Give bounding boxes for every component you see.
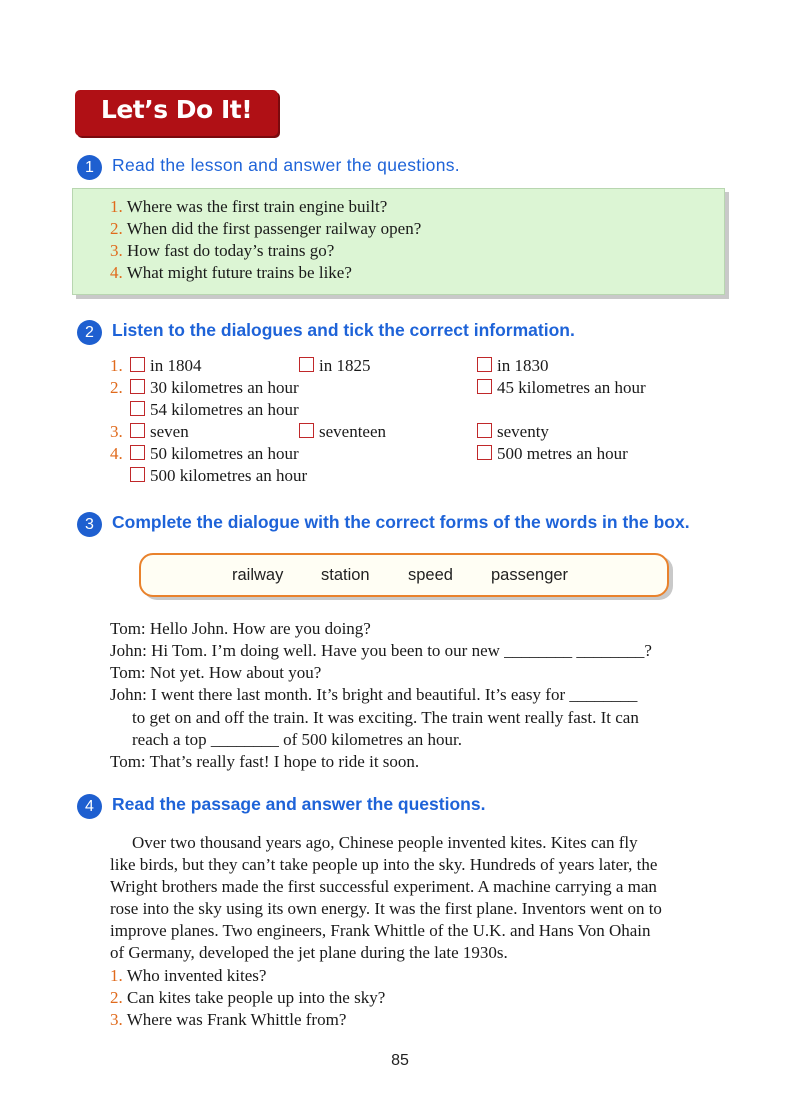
s2-item-4-option-1[interactable] [130,443,299,465]
checkbox[interactable] [130,401,145,416]
passage-line-6: of Germany, developed the jet plane during the late 1930s. [110,943,508,962]
s2-item-2-option-2[interactable] [477,377,646,399]
s4-question-2 [110,987,385,1009]
option-label: in 1825 [319,356,371,375]
checkbox[interactable] [477,423,492,438]
word-passenger: passenger [491,566,569,584]
s2-item-3-option-3[interactable] [477,421,549,443]
checkbox[interactable] [477,445,492,460]
s1-q4-text: What might future trains be like? [126,263,352,282]
checkbox[interactable] [130,467,145,482]
passage-line-5: improve planes. Two engineers, Frank Whittle of the U.K. and Hans Von Ohain [110,921,651,940]
dialogue-line-6: reach a top ________ of 500 kilometres an hour. [132,730,463,749]
option-label: 500 metres an hour [497,444,628,463]
s2-item-3-option-2[interactable] [299,421,386,443]
s1-question-1 [110,196,387,218]
section-3-number: 3 [77,512,102,537]
s2-item-1-option-1[interactable] [130,355,201,377]
s1-q1-text: Where was the first train engine built? [126,197,388,216]
option-label: in 1804 [150,356,202,375]
checkbox[interactable] [130,423,145,438]
option-label: 30 kilometres an hour [150,378,299,397]
lets-do-it-banner [75,90,278,136]
checkbox[interactable] [299,423,314,438]
word-box [139,553,669,597]
s2-item-4-option-3[interactable] [130,465,307,487]
section-1-title: Read the lesson and answer the questions. [112,155,460,175]
dialogue-line-3: Tom: Not yet. How about you? [110,663,322,682]
s2-item-1-option-3[interactable] [477,355,548,377]
checkbox[interactable] [130,445,145,460]
s2-item-2-option-3[interactable] [130,399,299,421]
passage-line-2: like birds, but they can’t take people up into the sky. Hundreds of years later, the [110,855,658,874]
s2-item-2-num: 2. [110,378,123,397]
option-label: 45 kilometres an hour [497,378,646,397]
s1-q4-num: 4. [110,263,123,282]
option-label: seventeen [319,422,387,441]
checkbox[interactable] [299,357,314,372]
s1-q3-text: How fast do today’s trains go? [127,241,335,260]
s1-question-3 [110,240,334,262]
s4-q1-num: 1. [110,966,123,985]
option-label: seventy [497,422,549,441]
s4-q2-num: 2. [110,988,123,1007]
option-label: in 1830 [497,356,549,375]
page-number: 85 [391,1052,409,1069]
option-label: seven [150,422,189,441]
s4-question-3 [110,1009,346,1031]
word-railway: railway [232,566,284,584]
s2-item-3-num: 3. [110,422,123,441]
option-label: 54 kilometres an hour [150,400,299,419]
checkbox[interactable] [130,357,145,372]
passage-line-1: Over two thousand years ago, Chinese people invented kites. Kites can fly [132,833,638,852]
s1-q1-num: 1. [110,197,123,216]
s4-question-1 [110,965,266,987]
word-station: station [321,566,370,584]
passage-line-4: rose into the sky using its own energy. It was the first plane. Inventors went on to [110,899,662,918]
section-1-number: 1 [77,155,102,180]
s1-q2-text: When did the first passenger railway open? [126,219,422,238]
s4-q3-num: 3. [110,1010,123,1029]
dialogue-line-5: to get on and off the train. It was exciting. The train went really fast. It can [132,708,639,727]
checkbox[interactable] [477,357,492,372]
dialogue-line-7: Tom: That’s really fast! I hope to ride it soon. [110,752,420,771]
s4-q2-text: Can kites take people up into the sky? [127,988,386,1007]
s1-question-2 [110,218,421,240]
option-label: 500 kilometres an hour [150,466,308,485]
s2-item-1-option-2[interactable] [299,355,370,377]
checkbox[interactable] [130,379,145,394]
section-2-number: 2 [77,320,102,345]
s4-q3-text: Where was Frank Whittle from? [126,1010,347,1029]
dialogue-line-4: John: I went there last month. It’s bright and beautiful. It’s easy for ________ [110,685,638,704]
s4-q1-text: Who invented kites? [126,966,267,985]
s2-item-2-option-1[interactable] [130,377,299,399]
section-4-number: 4 [77,794,102,819]
s2-item-1-num: 1. [110,356,123,375]
word-speed: speed [408,566,453,584]
section-3-title: Complete the dialogue with the correct forms of the words in the box. [112,512,690,532]
s2-item-4-option-2[interactable] [477,443,628,465]
s1-q2-num: 2. [110,219,123,238]
dialogue-line-2: John: Hi Tom. I’m doing well. Have you been to our new ________ ________? [110,641,652,660]
banner-title: Let’s Do It! [100,95,253,124]
option-label: 50 kilometres an hour [150,444,299,463]
section-4-title: Read the passage and answer the questions. [112,794,486,814]
s1-question-4 [110,262,352,284]
s1-q3-num: 3. [110,241,123,260]
section-2-title: Listen to the dialogues and tick the correct information. [112,320,575,340]
s2-item-4-num: 4. [110,444,123,463]
dialogue-line-1: Tom: Hello John. How are you doing? [110,619,371,638]
checkbox[interactable] [477,379,492,394]
passage-line-3: Wright brothers made the first successful experiment. A machine carrying a man [110,877,657,896]
s2-item-3-option-1[interactable] [130,421,189,443]
